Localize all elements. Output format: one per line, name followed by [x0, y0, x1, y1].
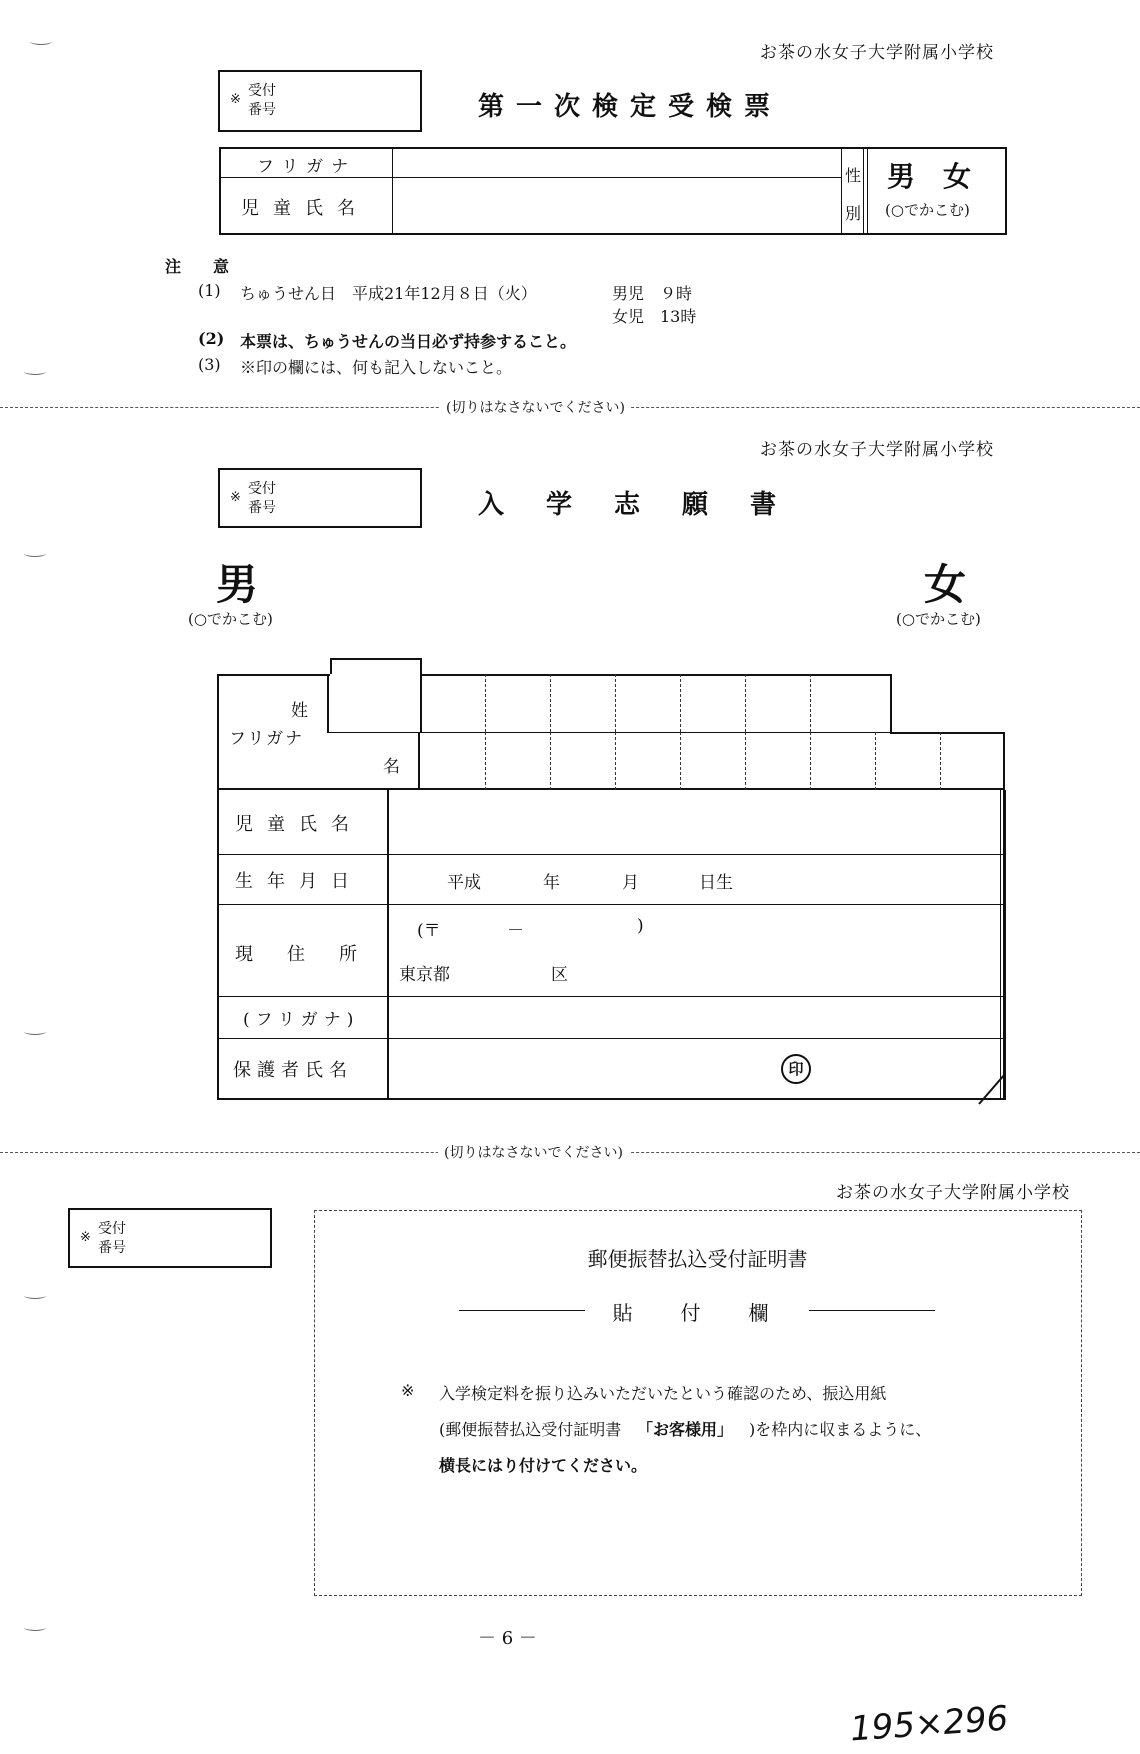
payment-note-line2-c: )を枠内に収まるように、	[749, 1420, 932, 1439]
note-mark: ※	[401, 1381, 415, 1400]
sex-label-2: 別	[845, 204, 862, 223]
note-1-male-time: 男児 ９時	[612, 284, 693, 303]
note-3-text: ※印の欄には、何も記入しないこと。	[240, 358, 513, 377]
reception-label-2: 番号	[248, 500, 276, 516]
cut-label: (切りはなさないでください)	[438, 1142, 629, 1162]
note-2-num: (2)	[198, 329, 225, 348]
postal-close: )	[637, 916, 644, 936]
binding-hole-mark	[30, 38, 52, 45]
circle-note: (○でかこむ)	[885, 201, 970, 219]
sei-label: 姓	[291, 701, 308, 721]
female-circle-note: (○でかこむ)	[896, 610, 981, 628]
application-title: 入学志願書	[478, 490, 819, 520]
birth-date-field[interactable]	[393, 858, 993, 900]
note-2-text: 本票は、ちゅうせんの当日必ず持参すること。	[240, 332, 577, 351]
note-1-num: (1)	[198, 281, 221, 300]
postal-open: (〒	[417, 921, 441, 941]
ticket-table	[219, 147, 1007, 235]
male-option[interactable]: 男	[216, 560, 259, 609]
reception-mark: ※	[230, 490, 241, 505]
birth-year-unit: 年	[543, 873, 560, 893]
address-label: 現住所	[235, 944, 391, 965]
birth-day-unit: 日生	[699, 873, 733, 893]
guardian-furigana-label: (フリガナ)	[243, 1010, 360, 1030]
mei-label: 名	[383, 757, 400, 777]
binding-hole-mark	[24, 1028, 46, 1035]
child-name-label: 児童氏名	[241, 198, 369, 219]
reception-label-2: 番号	[248, 102, 276, 118]
corner-stroke	[977, 1072, 1007, 1106]
tokyo-label: 東京都	[399, 965, 450, 985]
school-name: お茶の水女子大学附属小学校	[836, 1183, 1070, 1203]
reception-label-1: 受付	[248, 83, 276, 99]
guardian-name-label: 保護者氏名	[233, 1060, 353, 1081]
payment-note-line3: 横長にはり付けてください。	[439, 1456, 648, 1475]
address-field[interactable]	[393, 908, 993, 992]
reception-number-box[interactable]	[218, 468, 422, 528]
mei-furigana-field[interactable]	[423, 734, 1001, 786]
sei-furigana-field[interactable]	[423, 676, 887, 730]
birth-date-label: 生年月日	[235, 871, 363, 892]
note-1-female-time: 女児 13時	[612, 307, 697, 326]
school-name: お茶の水女子大学附属小学校	[760, 43, 994, 63]
sex-label-1: 性	[845, 166, 862, 185]
note-1-text: ちゅうせん日 平成21年12月８日（火）	[240, 284, 537, 303]
application-table	[217, 790, 1003, 1100]
guardian-furigana-field[interactable]	[393, 1000, 993, 1034]
payment-note-line2-a: (郵便振替払込受付証明書	[439, 1420, 622, 1439]
payment-paste-area[interactable]	[314, 1210, 1082, 1596]
note-3-num: (3)	[198, 355, 221, 374]
ku-label: 区	[551, 965, 568, 985]
payment-note-line1: 入学検定料を振り込みいただいたという確認のため、振込用紙	[439, 1384, 887, 1403]
binding-hole-mark	[24, 1624, 46, 1631]
male-circle-note: (○でかこむ)	[188, 610, 273, 628]
payment-title: 郵便振替払込受付証明書	[587, 1247, 808, 1271]
reception-number-box[interactable]	[218, 70, 422, 132]
furigana-label: フリガナ	[257, 157, 357, 177]
reception-label-1: 受付	[98, 1221, 126, 1237]
cut-label: (切りはなさないでください)	[440, 397, 631, 417]
child-name-label: 児童氏名	[235, 814, 363, 835]
reception-mark: ※	[80, 1230, 91, 1245]
page-number: － 6 －	[478, 1628, 537, 1649]
school-name: お茶の水女子大学附属小学校	[760, 440, 994, 460]
birth-era: 平成	[447, 873, 481, 893]
reception-mark: ※	[230, 92, 241, 107]
furigana-grid	[217, 674, 1003, 790]
notes-heading: 注 意	[165, 257, 230, 276]
handwritten-size-note: 195×296	[848, 1698, 1010, 1750]
reception-label-1: 受付	[248, 481, 276, 497]
rule-right	[809, 1310, 935, 1311]
payment-note-line2-b: 「お客様用」	[637, 1420, 734, 1439]
birth-month-unit: 月	[622, 873, 639, 893]
paste-label: 貼 付 欄	[612, 1301, 783, 1325]
binding-hole-mark	[24, 368, 46, 375]
reception-number-box[interactable]	[68, 1208, 272, 1268]
ticket-title: 第一次検定受検票	[478, 92, 783, 122]
ticket-child-name-field[interactable]	[399, 181, 839, 231]
binding-hole-mark	[24, 550, 46, 557]
sex-options[interactable]: 男 女	[887, 160, 972, 193]
child-name-field[interactable]	[393, 796, 993, 850]
female-option[interactable]: 女	[924, 560, 967, 609]
seal-mark: 印	[781, 1054, 811, 1084]
postal-dash: －	[507, 921, 524, 941]
reception-label-2: 番号	[98, 1240, 126, 1256]
furigana-label: フリガナ	[229, 729, 305, 749]
guardian-name-field[interactable]	[393, 1042, 993, 1094]
binding-hole-mark	[24, 1292, 46, 1299]
ticket-furigana-field[interactable]	[399, 151, 839, 175]
